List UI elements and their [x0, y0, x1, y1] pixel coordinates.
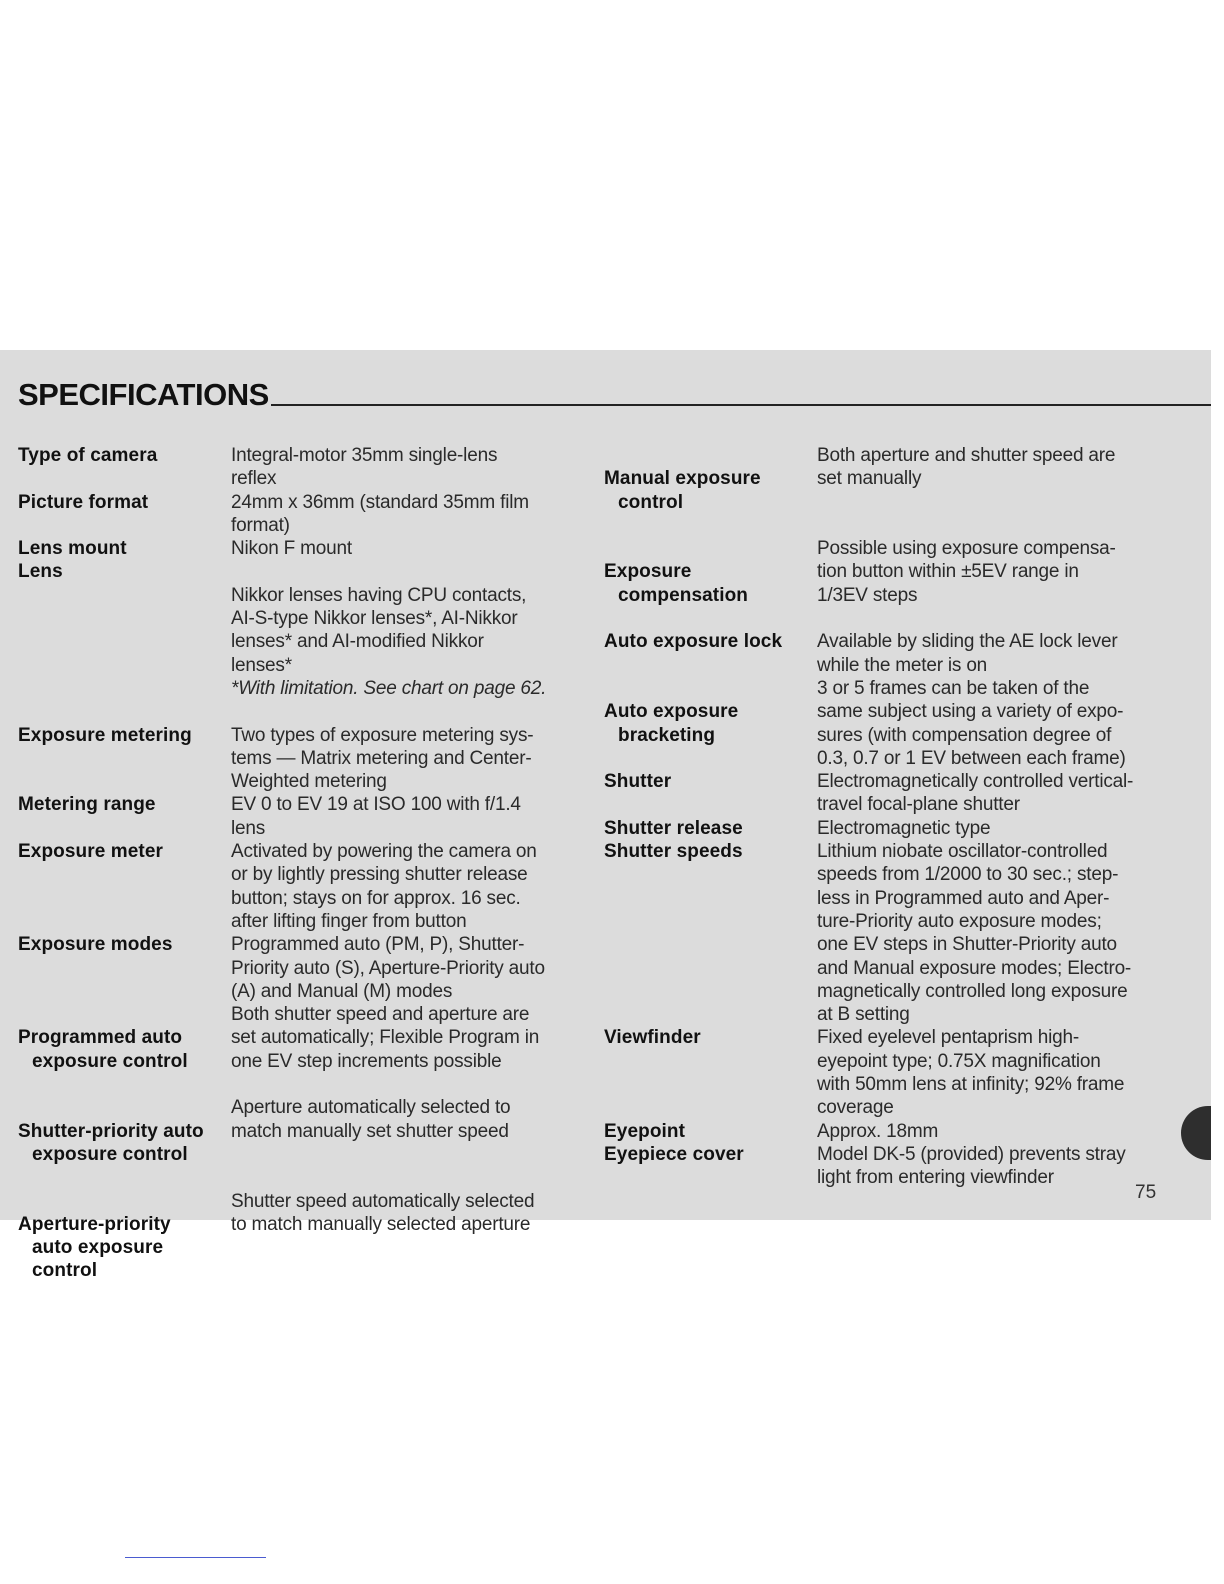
spec-row — [604, 537, 1194, 630]
specs-right-column — [604, 444, 1194, 1190]
spec-term-line2: compensation — [618, 584, 748, 606]
spec-row — [18, 1003, 578, 1096]
spec-term-line1: Manual exposure — [604, 468, 761, 490]
spec-desc: Electromagnetically controlled vertical- travel focal-plane shutter — [817, 771, 1134, 816]
spec-desc: Both aperture and shutter speed are set manually — [817, 445, 1116, 490]
spec-desc: Model DK-5 (provided) prevents stray light from entering viewfinder — [817, 1143, 1126, 1189]
spec-row — [18, 793, 578, 840]
spec-term: Metering range — [18, 794, 156, 816]
spec-term-line1: Aperture-priority — [18, 1213, 171, 1235]
title-row — [18, 370, 1211, 410]
title-rule — [271, 404, 1211, 406]
spec-desc: Two types of exposure metering sys- tems — Matrix metering and Center- Weighted metering — [231, 724, 534, 793]
spec-term-line1: Shutter-priority auto — [18, 1120, 204, 1142]
spec-term-line1: Exposure — [604, 561, 692, 583]
spec-term — [18, 1190, 231, 1306]
spec-row — [604, 817, 1194, 840]
spec-desc: EV 0 to EV 19 at ISO 100 with f/1.4 lens — [231, 794, 521, 839]
spec-term-line2: exposure control — [32, 1050, 188, 1072]
spec-term: Viewfinder — [604, 1027, 701, 1049]
footer-rule — [125, 1557, 266, 1558]
spec-term: Shutter — [604, 771, 672, 793]
spec-row — [18, 1190, 578, 1306]
spec-term — [18, 1003, 231, 1096]
spec-row — [18, 444, 578, 491]
spec-term-line2: auto exposure control — [32, 1237, 164, 1282]
spec-term: Exposure modes — [18, 934, 173, 956]
spec-term: Eyepoint — [604, 1120, 686, 1142]
spec-row — [18, 933, 578, 1003]
spec-term: Lens mount — [18, 538, 127, 560]
spec-desc: Lithium niobate oscillator-controlled speeds from 1/2000 to 30 sec.; step- less in Programmed auto and Aper- ture-Priority auto exposure modes; one EV steps in Shutter-Priority auto and Manual exposure modes; Electro- magnetically controlled long exposure at B setting — [817, 841, 1132, 1026]
spec-desc — [231, 560, 578, 723]
spec-desc: Programmed auto (PM, P), Shutter- Priority auto (S), Aperture-Priority auto (A) and Manual (M) modes — [231, 934, 545, 1002]
spec-row — [604, 444, 1194, 537]
spec-desc: Available by sliding the AE lock lever while the meter is on — [817, 631, 1118, 676]
spec-row — [18, 491, 578, 538]
spec-term: Auto exposure lock — [604, 631, 783, 653]
spec-desc: Shutter speed automatically selected to match manually selected aperture — [231, 1190, 535, 1235]
spec-desc: 3 or 5 frames can be taken of the same subject using a variety of expo- sures (with compensation degree of 0.3, 0.7 or 1 EV between each frame) — [817, 677, 1126, 769]
spec-row — [604, 840, 1194, 1026]
spec-term — [604, 677, 817, 770]
spec-term — [18, 1096, 231, 1189]
spec-row — [18, 724, 578, 794]
spec-desc: Fixed eyelevel pentaprism high- eyepoint type; 0.75X magnification with 50mm lens at infinity; 92% frame coverage — [817, 1027, 1125, 1119]
spec-desc-text: Nikkor lenses having CPU contacts, AI-S-type Nikkor lenses*, AI-Nikkor lenses* and AI-modified Nikkor lenses* — [231, 584, 527, 676]
spec-term-line1: Auto exposure — [604, 701, 739, 723]
spec-desc: Possible using exposure compensa- tion button within ±5EV range in 1/3EV steps — [817, 538, 1116, 606]
spec-term: Exposure metering — [18, 724, 192, 746]
spec-term: Eyepiece cover — [604, 1143, 744, 1165]
spec-term: Lens — [18, 561, 63, 583]
spec-row — [18, 560, 578, 723]
spec-desc: 24mm x 36mm (standard 35mm film format) — [231, 491, 529, 536]
spec-row — [604, 630, 1194, 677]
spec-term: Shutter speeds — [604, 841, 743, 863]
page-title: SPECIFICATIONS — [18, 377, 269, 412]
spec-desc: Nikon F mount — [231, 538, 352, 560]
spec-desc: Activated by powering the camera on or by lightly pressing shutter release button; stays on for approx. 16 sec. after lifting finger from button — [231, 841, 537, 932]
spec-desc: Electromagnetic type — [817, 817, 991, 839]
spec-row — [604, 1143, 1194, 1190]
spec-footnote: *With limitation. See chart on page 62. — [231, 677, 547, 699]
spec-desc: Aperture automatically selected to match manually set shutter speed — [231, 1097, 511, 1142]
spec-term-line2: control — [618, 491, 684, 513]
specs-left-column — [18, 444, 578, 1306]
spec-desc: Approx. 18mm — [817, 1120, 939, 1142]
spec-row — [18, 840, 578, 933]
spec-row — [604, 1120, 1194, 1143]
spec-term: Exposure meter — [18, 841, 164, 863]
spec-desc: Both shutter speed and aperture are set automatically; Flexible Program in one EV step increments possible — [231, 1004, 540, 1072]
spec-term-line2: bracketing — [618, 724, 716, 746]
spec-term-line2: exposure control — [32, 1143, 188, 1165]
spec-term: Type of camera — [18, 445, 158, 466]
spec-row — [604, 677, 1194, 770]
page-number: 75 — [1135, 1182, 1157, 1203]
spec-row — [604, 1026, 1194, 1119]
spec-term — [604, 444, 817, 537]
spec-desc: Integral-motor 35mm single-lens reflex — [231, 445, 498, 490]
spec-term: Shutter release — [604, 817, 743, 839]
spec-term — [604, 537, 817, 630]
spec-term: Picture format — [18, 491, 149, 513]
spec-row — [18, 537, 578, 560]
spec-row — [604, 770, 1194, 817]
spec-term-line1: Programmed auto — [18, 1027, 183, 1049]
spec-row — [18, 1096, 578, 1189]
